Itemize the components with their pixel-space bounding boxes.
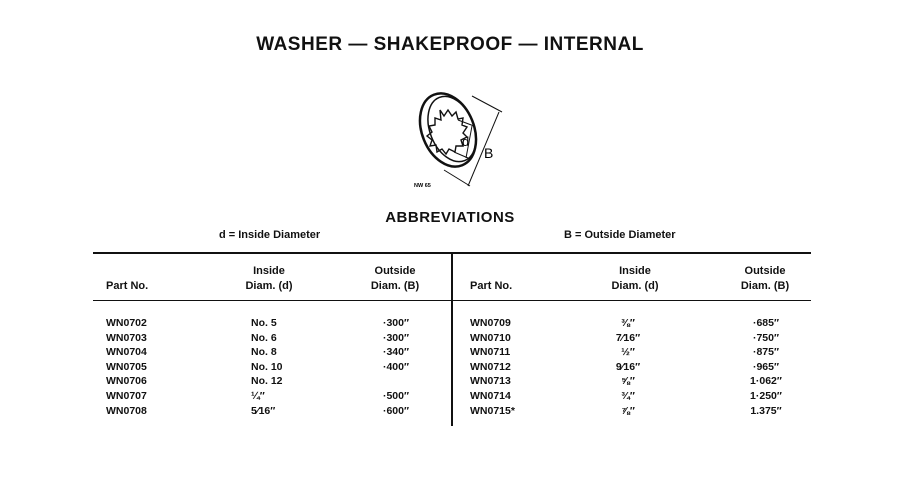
table-cell: 1·250″	[750, 389, 782, 402]
abbreviations-heading: ABBREVIATIONS	[385, 209, 515, 226]
abbreviation-inside: d = Inside Diameter	[219, 229, 321, 241]
table-cell: ·685″	[752, 317, 780, 329]
right-header-inside: Inside Diam. (d)	[611, 265, 659, 292]
right-part-column	[470, 316, 515, 418]
page-title: WASHER — SHAKEPROOF — INTERNAL	[256, 34, 644, 55]
table-row: WN0702	[106, 317, 147, 329]
table-cell: ·300″	[382, 331, 410, 344]
table-row: WN0704	[106, 346, 147, 359]
table-cell: ½″	[621, 346, 635, 359]
left-inside-column	[251, 316, 283, 418]
table-cell: ·875″	[752, 346, 780, 359]
label-d: d	[462, 134, 470, 149]
table-cell: 1·062″	[750, 375, 782, 388]
table-cell: ·500″	[382, 389, 410, 402]
left-header-part: Part No.	[106, 280, 149, 292]
left-part-column	[106, 316, 147, 418]
table-cell: No. 12	[251, 375, 283, 388]
table-cell: ·750″	[752, 331, 780, 344]
table-cell: 7⁄16″	[615, 331, 641, 344]
table-cell: No. 6	[251, 331, 277, 344]
table-row: WN0705	[106, 360, 147, 373]
table-cell: ¾″	[621, 389, 635, 402]
table-row: WN0713	[470, 375, 511, 388]
left-header-inside: Inside Diam. (d)	[245, 265, 293, 292]
table-row: WN0712	[470, 360, 511, 373]
right-inside-column	[608, 316, 648, 418]
table-cell	[374, 374, 418, 389]
table-cell: 5⁄16″	[251, 404, 276, 417]
table-row: WN0707	[106, 389, 147, 402]
right-header-outside: Outside Diam. (B)	[740, 265, 790, 292]
table-row: WN0703	[106, 331, 147, 344]
table-row: WN0714	[470, 389, 511, 402]
table-row: WN0709	[470, 317, 511, 329]
table-row: WN0710	[470, 331, 511, 344]
abbreviation-outside: B = Outside Diameter	[564, 229, 676, 241]
table-center-divider	[451, 252, 453, 426]
diagram-code: NW 65	[414, 183, 431, 189]
table-cell: ¼″	[251, 389, 265, 402]
table-cell: ·600″	[382, 404, 410, 417]
table-cell: ·965″	[752, 360, 780, 373]
table-row: WN0708	[106, 404, 147, 417]
table-cell: ·340″	[382, 346, 410, 359]
label-b: B	[484, 145, 494, 161]
table-cell: 1.375″	[750, 404, 782, 417]
table-cell: 9⁄16″	[615, 360, 641, 373]
table-cell: ·300″	[382, 317, 410, 329]
table-cell: ⅜″	[621, 317, 635, 329]
table-cell: ·400″	[382, 360, 410, 373]
left-header-outside: Outside Diam. (B)	[370, 265, 420, 292]
table-cell: No. 8	[251, 346, 277, 359]
washer-diagram	[400, 82, 520, 192]
table-cell: No. 10	[251, 360, 283, 373]
table-cell: ⅝″	[621, 375, 635, 388]
table-row: WN0715*	[470, 404, 515, 417]
right-outside-column	[742, 316, 790, 418]
right-header-part: Part No.	[470, 280, 513, 292]
table-row: WN0706	[106, 375, 147, 388]
left-outside-column	[374, 316, 418, 418]
table-cell: ⅞″	[621, 404, 635, 417]
table-cell: No. 5	[251, 317, 277, 329]
table-row: WN0711	[470, 346, 511, 359]
